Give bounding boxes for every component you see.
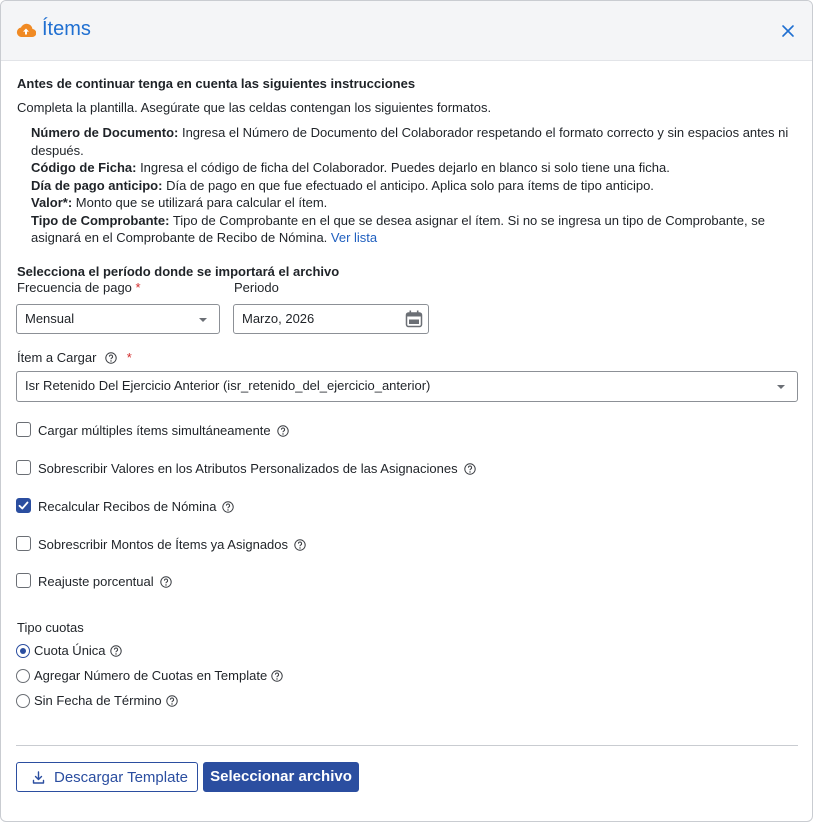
instruction-term: Día de pago anticipo: (31, 177, 163, 193)
quota-title: Tipo cuotas (17, 620, 84, 635)
instruction-item (31, 177, 803, 195)
checkmark-icon (18, 500, 29, 511)
period-section-title: Selecciona el período donde se importará el archivo (17, 264, 340, 279)
instruction-desc: Día de pago en que fue efectuado el anticipo. Aplica solo para ítems de tipo anticipo. (162, 177, 654, 193)
item-label-text: Ítem a Cargar (17, 350, 97, 365)
footer-divider (16, 745, 798, 746)
checkbox-percentage-adjustment[interactable] (16, 573, 31, 588)
checkbox-overwrite-amounts[interactable] (16, 536, 31, 551)
option-label (38, 537, 306, 552)
period-value: Marzo, 2026 (242, 311, 315, 326)
option-label (38, 574, 172, 589)
help-icon[interactable] (464, 463, 476, 475)
help-icon[interactable] (271, 670, 283, 682)
chevron-down-icon (777, 385, 785, 389)
option-label (38, 423, 289, 438)
modal-title: Ítems (42, 18, 91, 40)
item-label (17, 350, 132, 365)
option-text: Recalcular Recibos de Nómina (38, 499, 217, 514)
instruction-desc: Monto que se utilizará para calcular el ítem. (72, 195, 328, 210)
radio-no-end-date[interactable] (16, 694, 30, 708)
quota-option-text: Agregar Número de Cuotas en Template (34, 668, 268, 683)
instruction-term: Código de Ficha: (31, 160, 137, 175)
instruction-term: Tipo de Comprobante: (31, 212, 170, 228)
checkbox-recalculate-receipts[interactable] (16, 498, 31, 513)
help-icon[interactable] (110, 645, 122, 657)
quota-option-text: Cuota Única (34, 643, 106, 658)
frequency-label (17, 280, 141, 295)
instruction-desc: Ingresa el Número de Documento del Colaborador respetando el formato correcto y sin espacios antes ni después. (31, 125, 789, 158)
period-datepicker[interactable] (233, 304, 429, 334)
option-text: Sobrescribir Valores en los Atributos Personalizados de las Asignaciones (38, 461, 458, 476)
help-icon[interactable] (166, 695, 178, 707)
calendar-icon[interactable] (405, 310, 423, 328)
download-template-label: Descargar Template (54, 769, 188, 786)
option-label (38, 499, 234, 514)
download-template-button[interactable] (16, 762, 198, 792)
download-icon (32, 771, 45, 784)
required-mark: * (135, 280, 141, 295)
quota-option-label (34, 668, 283, 683)
instruction-desc: Tipo de Comprobante en el que se desea asignar el ítem. Si no se ingresa un tipo de Comprobante, se asignará en el Comprobante de Recibo de Nómina. (31, 212, 765, 245)
modal-header (1, 1, 812, 61)
instruction-item (31, 194, 803, 212)
checkbox-multiple-items[interactable] (16, 422, 31, 437)
quota-option-text: Sin Fecha de Término (34, 693, 162, 708)
frequency-select[interactable] (16, 304, 220, 334)
option-label (38, 461, 476, 476)
instruction-term: Valor*: (31, 195, 73, 210)
frequency-label-text: Frecuencia de pago (17, 280, 132, 295)
close-icon[interactable] (780, 23, 796, 39)
instruction-item (31, 212, 803, 247)
radio-single-quota[interactable] (16, 644, 30, 658)
item-value: Isr Retenido Del Ejercicio Anterior (isr_retenido_del_ejercicio_anterior) (25, 378, 431, 393)
radio-quota-number-template[interactable] (16, 669, 30, 683)
chevron-down-icon (199, 318, 207, 322)
option-text: Reajuste porcentual (38, 574, 154, 589)
instructions-title: Antes de continuar tenga en cuenta las siguientes instrucciones (17, 76, 416, 91)
help-icon[interactable] (222, 501, 234, 513)
option-text: Sobrescribir Montos de Ítems ya Asignados (38, 537, 289, 552)
instruction-term: Número de Documento: (31, 125, 179, 140)
select-file-button[interactable]: Seleccionar archivo (203, 762, 359, 792)
ver-lista-link[interactable]: Ver lista (330, 230, 378, 245)
checkbox-overwrite-attributes[interactable] (16, 460, 31, 475)
help-icon[interactable] (160, 576, 172, 588)
required-mark: * (126, 350, 132, 365)
period-label: Periodo (234, 280, 279, 295)
help-icon[interactable] (294, 539, 306, 551)
instruction-item (31, 159, 803, 177)
instructions-subtitle: Completa la plantilla. Asegúrate que las celdas contengan los siguientes formatos. (17, 100, 492, 115)
item-select[interactable] (16, 371, 798, 402)
option-text: Cargar múltiples ítems simultáneamente (38, 423, 271, 438)
help-icon[interactable] (105, 352, 117, 364)
quota-option-label (34, 693, 178, 708)
instruction-desc: Ingresa el código de ficha del Colaborador. Puedes dejarlo en blanco si solo tiene una ficha. (136, 160, 670, 175)
cloud-upload-icon (16, 22, 36, 38)
instruction-item (31, 124, 803, 159)
help-icon[interactable] (277, 425, 289, 437)
quota-option-label (34, 643, 122, 658)
frequency-value: Mensual (25, 311, 75, 326)
instructions-list (31, 124, 803, 247)
